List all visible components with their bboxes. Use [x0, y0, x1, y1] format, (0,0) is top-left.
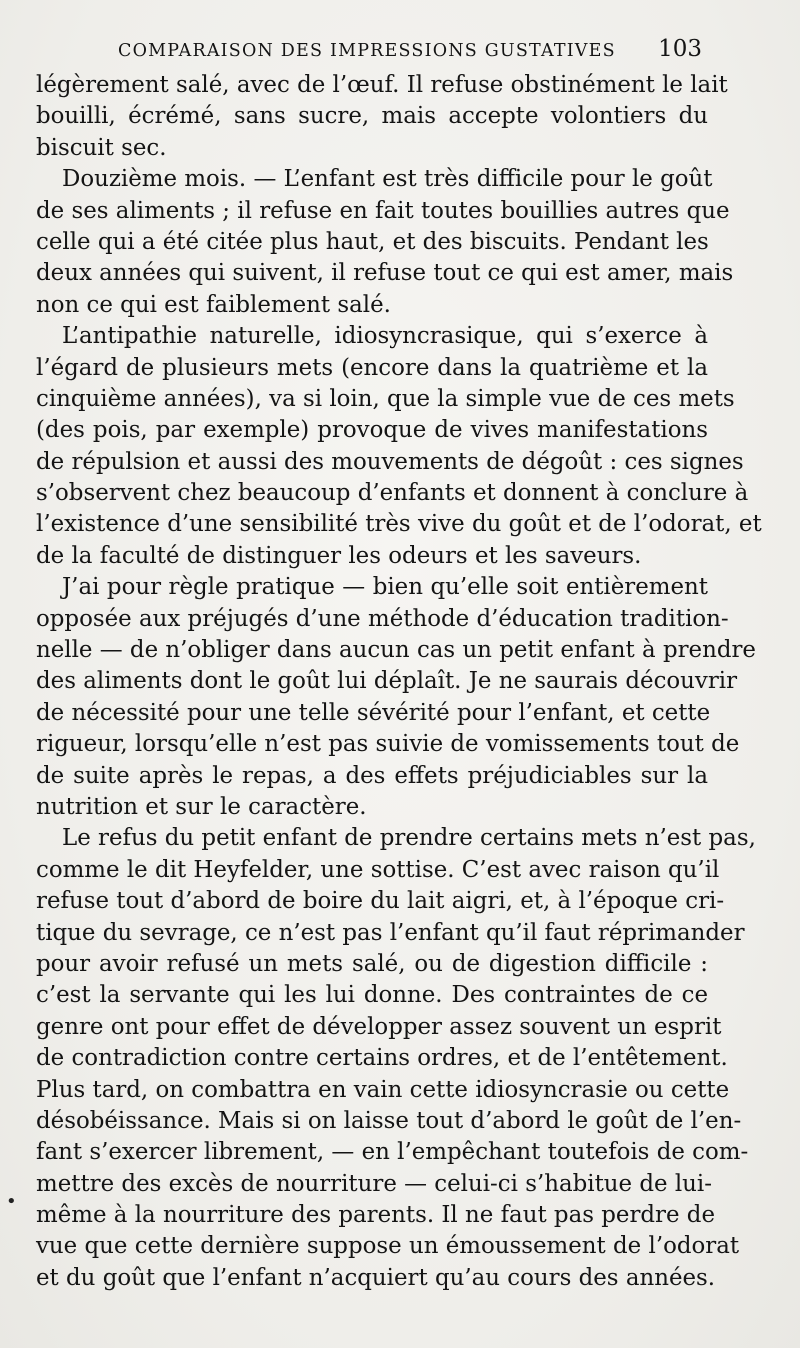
paragraph	[36, 321, 762, 572]
paragraph	[36, 70, 728, 164]
text-line: de nécessité pour une telle sévérité pour l’enfant, et cette	[36, 699, 711, 726]
text-line: genre ont pour effet de développer assez souvent un esprit	[36, 1013, 722, 1040]
text-line: de ses aliments ; il refuse en fait toutes bouillies autres que	[36, 197, 730, 224]
text-line: de répulsion et aussi des mouvements de dégoût : ces signes	[36, 448, 744, 475]
text-line: nelle — de n’obliger dans aucun cas un petit enfant à prendre	[36, 637, 756, 664]
margin-mark: •	[6, 1191, 17, 1212]
text-line: c’est la servante qui les lui donne. Des contraintes de ce	[36, 982, 708, 1009]
paragraph	[36, 164, 734, 321]
text-line: l’existence d’une sensibilité très vive du goût et de l’odorat, et	[36, 511, 762, 538]
text-line: des aliments dont le goût lui déplaît. Je ne saurais découvrir	[36, 668, 738, 695]
paragraph	[36, 572, 756, 823]
text-line: de la faculté de distinguer les odeurs et les saveurs.	[36, 542, 642, 569]
text-line: non ce qui est faiblement salé.	[36, 291, 391, 318]
text-line: biscuit sec.	[36, 134, 167, 161]
text-line: J’ai pour règle pratique — bien qu’elle soit entièrement	[62, 574, 708, 601]
text-line: vue que cette dernière suppose un émoussement de l’odorat	[36, 1233, 740, 1260]
text-line: s’observent chez beaucoup d’enfants et donnent à conclure à	[36, 480, 749, 507]
text-line: rigueur, lorsqu’elle n’est pas suivie de vomissements tout de	[36, 731, 740, 758]
text-line: celle qui a été citée plus haut, et des biscuits. Pendant les	[36, 228, 709, 255]
text-line: comme le dit Heyfelder, une sottise. C’est avec raison qu’il	[36, 856, 720, 883]
text-line: Plus tard, on combattra en vain cette idiosyncrasie ou cette	[36, 1076, 730, 1103]
text-line: L’antipathie naturelle, idiosyncrasique, qui s’exerce à	[62, 323, 708, 350]
text-line: Le refus du petit enfant de prendre certains mets n’est pas,	[62, 825, 756, 852]
paragraph	[36, 823, 756, 1294]
text-line: de suite après le repas, a des effets préjudiciables sur la	[36, 762, 708, 789]
text-line: deux années qui suivent, il refuse tout ce qui est amer, mais	[36, 260, 734, 287]
text-line: nutrition et sur le caractère.	[36, 793, 367, 820]
running-header	[118, 36, 708, 62]
text-line: et du goût que l’enfant n’acquiert qu’au cours des années.	[36, 1264, 716, 1291]
text-line: de contradiction contre certains ordres, et de l’entêtement.	[36, 1045, 728, 1072]
text-line: Douzième mois. — L’enfant est très difficile pour le goût	[62, 166, 713, 193]
running-title: COMPARAISON DES IMPRESSIONS GUSTATIVES	[118, 41, 616, 61]
text-line: légèrement salé, avec de l’œuf. Il refuse obstinément le lait	[36, 72, 728, 98]
text-line: opposée aux préjugés d’une méthode d’éducation tradition-	[36, 605, 729, 632]
text-line: (des pois, par exemple) provoque de vives manifestations	[36, 417, 708, 444]
text-line: désobéissance. Mais si on laisse tout d’abord le goût de l’en-	[36, 1107, 742, 1134]
text-line: même à la nourriture des parents. Il ne faut pas perdre de	[36, 1202, 716, 1229]
text-line: cinquième années), va si loin, que la simple vue de ces mets	[36, 385, 735, 412]
body-text	[36, 70, 762, 1294]
text-line: fant s’exercer librement, — en l’empêchant toutefois de com-	[36, 1139, 749, 1166]
text-line: tique du sevrage, ce n’est pas l’enfant qu’il faut réprimander	[36, 919, 745, 946]
text-line: l’égard de plusieurs mets (encore dans la quatrième et la	[36, 354, 708, 381]
text-line: refuse tout d’abord de boire du lait aigri, et, à l’époque cri-	[36, 888, 725, 915]
text-line: bouilli, écrémé, sans sucre, mais accepte volontiers du	[36, 103, 708, 130]
page-number: 103	[658, 36, 702, 62]
text-line: mettre des excès de nourriture — celui-ci s’habitue de lui-	[36, 1170, 712, 1197]
text-line: pour avoir refusé un mets salé, ou de digestion difficile :	[36, 950, 708, 977]
